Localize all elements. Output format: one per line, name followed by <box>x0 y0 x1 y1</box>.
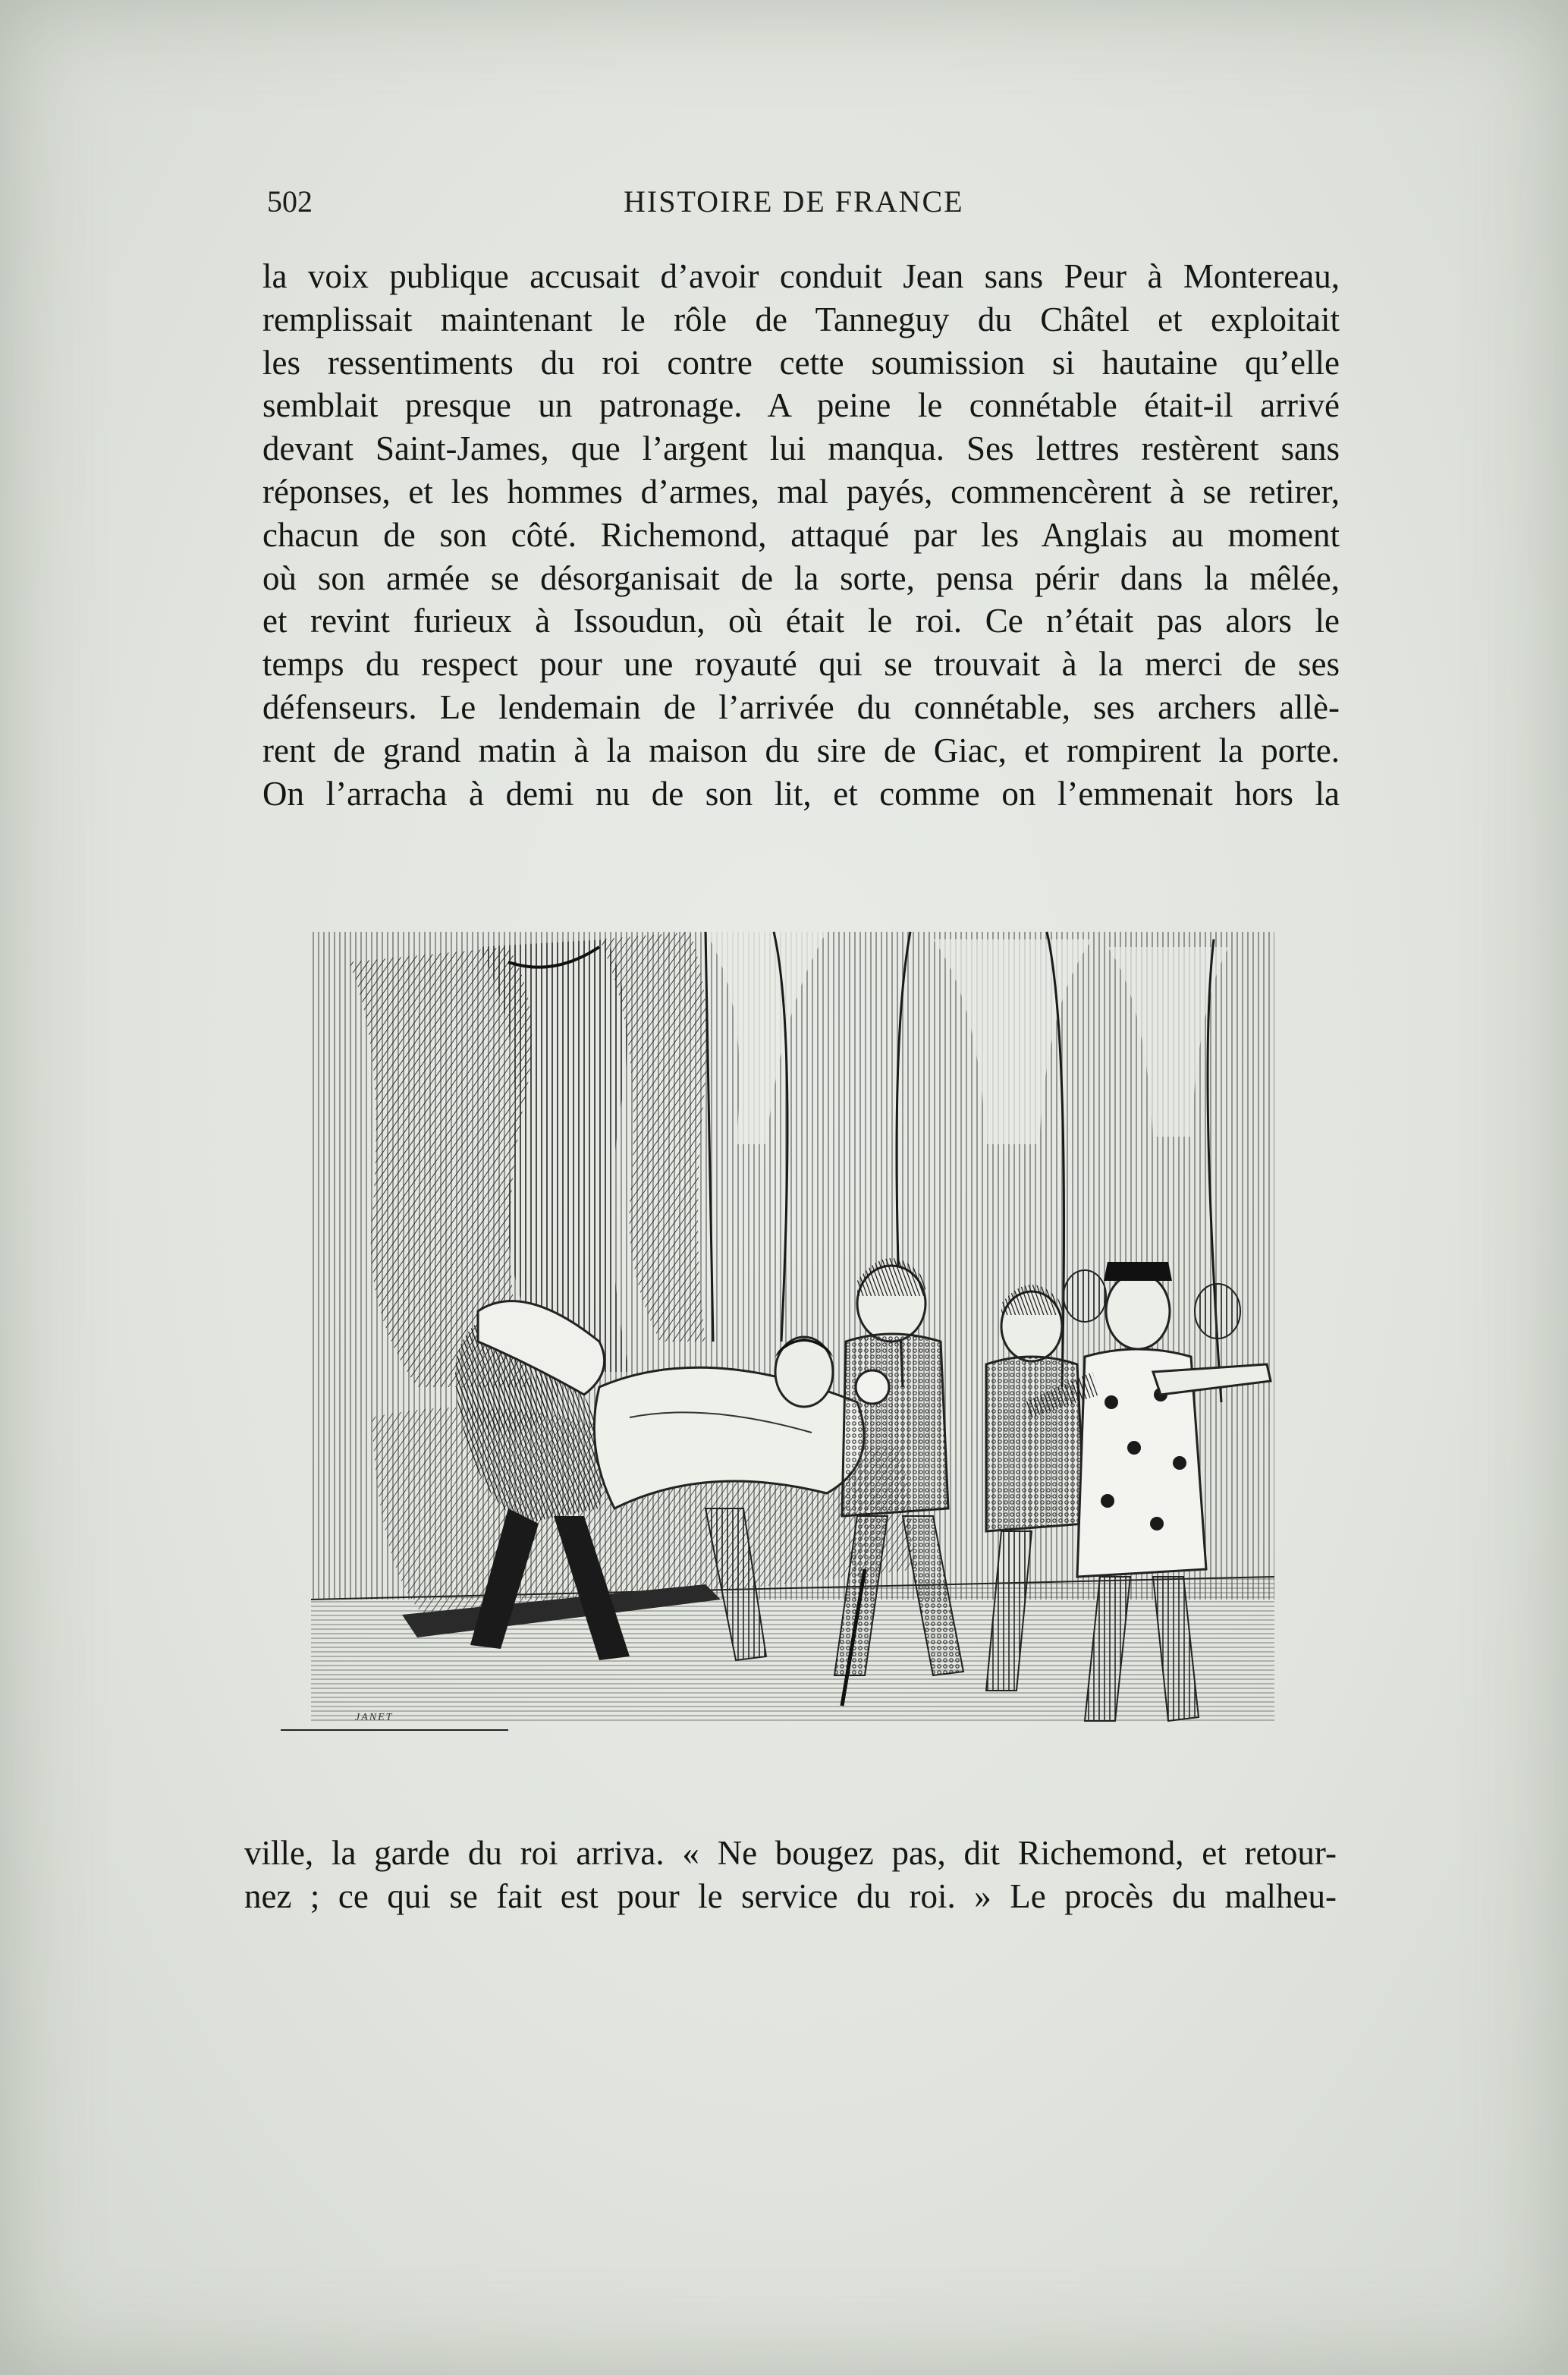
text-line: réponses, et les hommes d’armes, mal payés, commencèrent à se retirer, <box>262 472 1340 511</box>
body-text-top <box>262 255 1340 815</box>
text-line: remplissait maintenant le rôle de Tanneguy du Châtel et exploitait <box>262 300 1340 338</box>
text-line: semblait presque un patronage. A peine le connétable était-il arrivé <box>262 386 1340 425</box>
engraving-illustration <box>281 917 1290 1751</box>
header-title: HISTOIRE DE FRANCE <box>624 184 964 219</box>
text-line: ville, la garde du roi arriva. « Ne bougez pas, dit Richemond, et retour- <box>244 1834 1337 1872</box>
engraving-arrest-scene <box>281 917 1290 1751</box>
text-line: chacun de son côté. Richemond, attaqué par les Anglais au moment <box>262 515 1340 554</box>
running-head <box>267 184 1344 222</box>
body-text-bottom <box>244 1832 1337 1918</box>
text-line: On l’arracha à demi nu de son lit, et comme on l’emmenait hors la <box>262 774 1340 813</box>
engraver-signature: JANET <box>355 1712 394 1723</box>
text-line: la voix publique accusait d’avoir conduit Jean sans Peur à Montereau, <box>262 257 1340 295</box>
text-line: rent de grand matin à la maison du sire de Giac, et rompirent la porte. <box>262 731 1340 769</box>
text-line: nez ; ce qui se fait est pour le service du roi. » Le procès du malheu- <box>244 1876 1337 1915</box>
text-line: les ressentiments du roi contre cette soumission si hautaine qu’elle <box>262 343 1340 382</box>
text-line: devant Saint-James, que l’argent lui manqua. Ses lettres restèrent sans <box>262 429 1340 468</box>
page-number: 502 <box>267 184 313 219</box>
text-line: où son armée se désorganisait de la sorte, pensa périr dans la mêlée, <box>262 558 1340 597</box>
text-line: défenseurs. Le lendemain de l’arrivée du connétable, ses archers allè- <box>262 687 1340 726</box>
text-line: temps du respect pour une royauté qui se trouvait à la merci de ses <box>262 645 1340 684</box>
text-line: et revint furieux à Issoudun, où était le roi. Ce n’était pas alors le <box>262 602 1340 640</box>
